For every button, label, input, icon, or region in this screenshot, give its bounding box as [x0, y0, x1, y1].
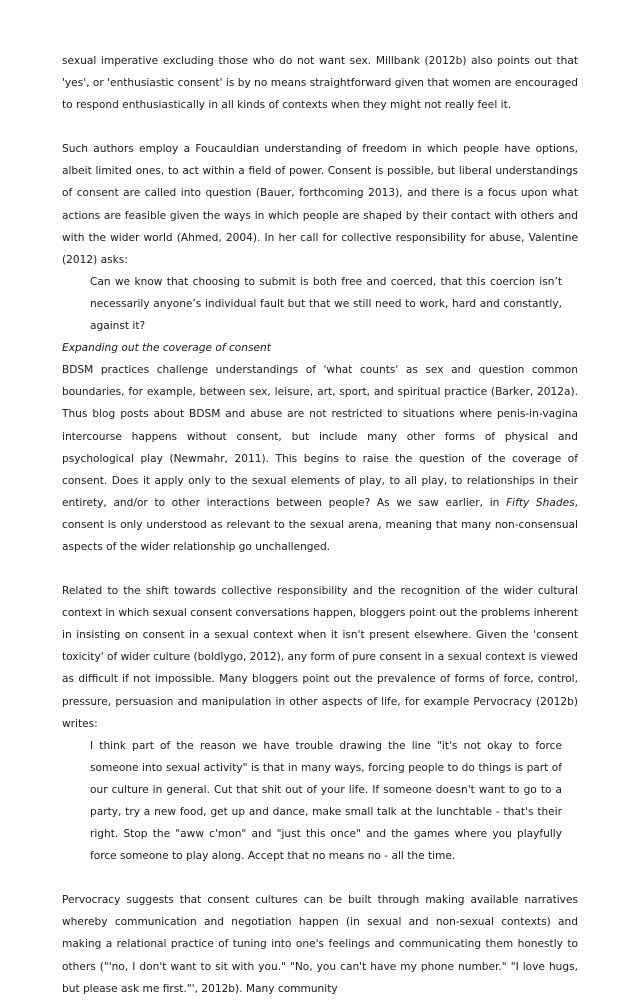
paragraph-consent-cultures: Pervocracy suggests that consent cultures can be built through making available narratives whereby communication and negotiation happen (in sexual and non-sexual contexts) and making a relational practice of tuning into one's feelings and communicating them honestly to others ("'no, I don't want to sit with you." "No, you can't have my phone number." "I love hugs, but please ask me first."', 2012b). Many community	[62, 894, 578, 995]
document-page	[62, 50, 578, 1000]
block-quote-pervocracy	[62, 735, 578, 868]
paragraph-bdsm	[62, 359, 578, 558]
paragraph-bdsm-part1: BDSM practices challenge understandings of 'what counts' as sex and question common boundaries, for example, between sex, leisure, art, sport, and spiritual practice (Barker, 2012a). Thus blog posts about BDSM and abuse are not restricted to situations where penis-in-vagina intercourse happens without consent, but include many other forms of physical and psychological play (Newmahr, 2011). This begins to raise the question of the coverage of consent. Does it apply only to the sexual elements of play, to all play, to relationships in their entirety, and/or to other interactions between people? As we saw earlier, in	[62, 364, 578, 509]
section-heading: Expanding out the coverage of consent	[62, 342, 271, 355]
book-title-fifty-shades: Fifty Shades	[506, 496, 575, 509]
quote-pervocracy-text: I think part of the reason we have trouble drawing the line "it's not okay to force someone into sexual activity" is that in many ways, forcing people to do things is part of our culture in general. Cut that shit out of your life. If someone doesn't want to go to a party, try a new food, get up and dance, make small talk at the lunchtable - that's their right. Stop the "aww c'mon" and "just this once" and the games where you playfully force someone to play along. Accept that no means no - all the time.	[90, 739, 562, 863]
paragraph-foucauldian: Such authors employ a Foucauldian understanding of freedom in which people have options, albeit limited ones, to act within a field of power. Consent is possible, but liberal understandings of consent are called into question (Bauer, forthcoming 2013), and there is a focus upon what actions are feasible given the ways in which people are shaped by their contact with others and with the wider world (Ahmed, 2004). In her call for collective responsibility for abuse, Valentine (2012) asks:	[62, 143, 578, 266]
quote-valentine-text: Can we know that choosing to submit is both free and coerced, that this coercion isn’t necessarily anyone’s individual fault but that we still need to work, hard and constantly, against it?	[90, 275, 562, 333]
block-quote-valentine	[62, 271, 578, 337]
paragraph-intro: sexual imperative excluding those who do not want sex. Millbank (2012b) also points out that 'yes', or 'enthusiastic consent' is by no means straightforward given that women are encouraged to respond enthusiastically in all kinds of contexts when they might not really feel it.	[62, 55, 578, 112]
paragraph-collective: Related to the shift towards collective responsibility and the recognition of the wider cultural context in which sexual consent conversations happen, bloggers point out the problems inherent in insisting on consent in a sexual context when it isn't present elsewhere. Given the 'consent toxicity' of wider culture (boldlygo, 2012), any form of pure consent in a sexual context is viewed as difficult if not impossible. Many bloggers point out the prevalence of forms of force, control, pressure, persuasion and manipulation in other aspects of life, for example Pervocracy (2012b) writes:	[62, 585, 578, 730]
paragraph-bdsm-part2: , consent is only understood as relevant to the sexual arena, meaning that many non-consensual aspects of the wider relationship go unchallenged.	[62, 496, 578, 553]
